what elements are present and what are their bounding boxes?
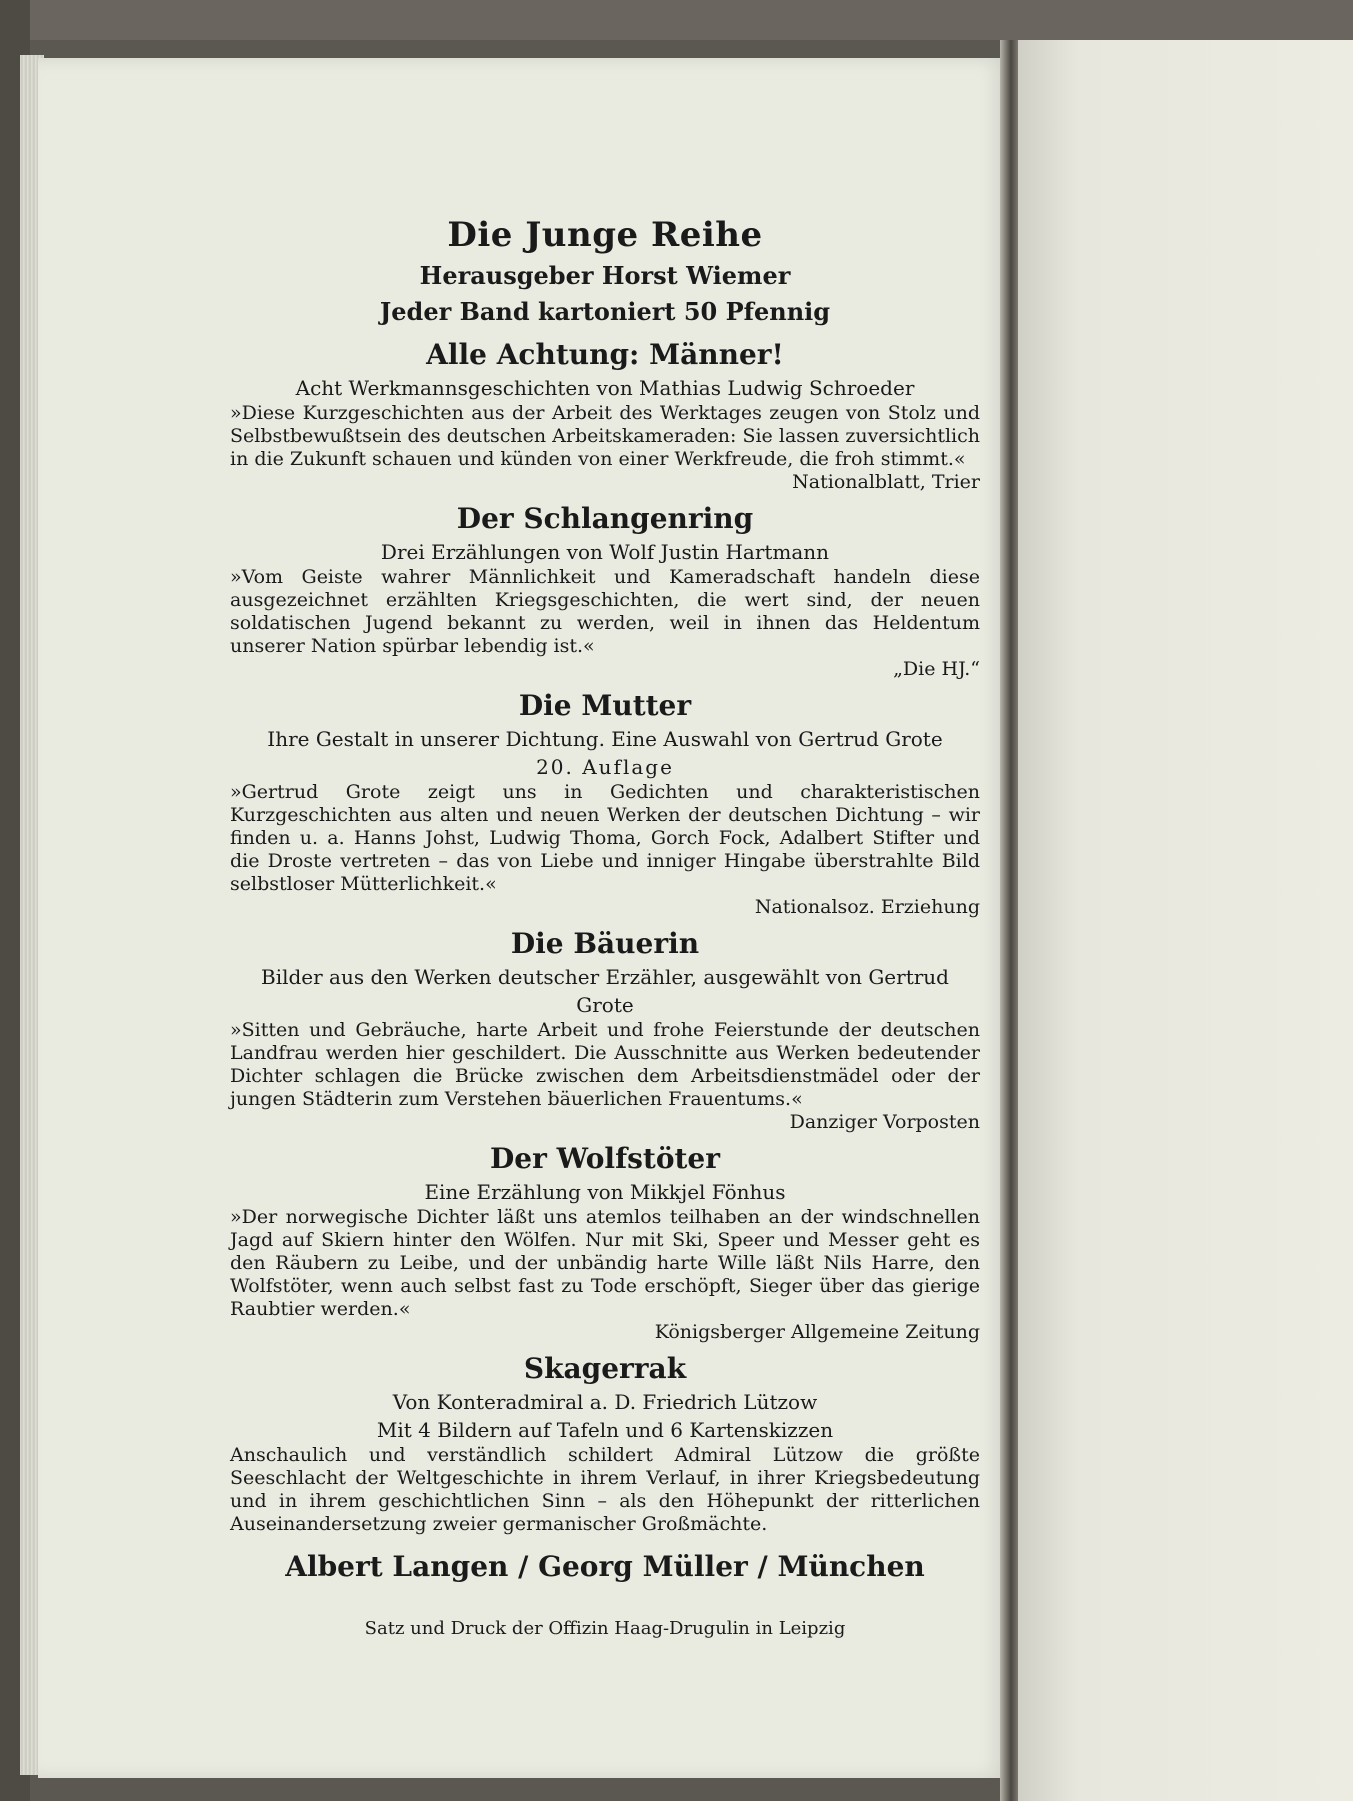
- book-title: Der Schlangenring: [456, 502, 754, 535]
- book-gutter: [1000, 40, 1020, 1801]
- book-subtitle: Eine Erzählung von Mikkjel Fönhus: [424, 1180, 786, 1204]
- right-page: [1018, 40, 1353, 1801]
- book-entry: [230, 1140, 980, 1344]
- book-entry: [230, 336, 980, 494]
- book-review-quote: »Der norwegische Dichter läßt uns atemlos teilhaben an der windschnellen Jagd auf Skiern hinter den Wölfen. Nur mit Ski, Speer und Messer geht es den Räubern zu Leibe, und der unbändig harte Wille läßt Nils Harre, den Wolfstöter, wenn auch selbst fast zu Tode erschöpft, Sieger über das gierige Raubtier werden.«: [230, 1206, 980, 1320]
- series-editor: Herausgeber Horst Wiemer: [419, 261, 791, 290]
- book-subtitle: Ihre Gestalt in unserer Dichtung. Eine Auswahl von Gertrud Grote: [267, 727, 943, 751]
- book-review-quote: »Gertrud Grote zeigt uns in Gedichten und charakteristischen Kurzgeschichten aus alten und neuen Werken der deutschen Dichtung – wir finden u. a. Hanns Johst, Ludwig Thoma, Gorch Fock, Adalbert Stifter und die Droste vertreten – das von Liebe und inniger Hingabe überstrahlte Bild selbstloser Mütterlichkeit.«: [230, 781, 980, 895]
- review-source: Königsberger Allgemeine Zeitung: [654, 1321, 980, 1343]
- series-price: Jeder Band kartoniert 50 Pfennig: [379, 297, 831, 326]
- book-entry: [230, 1350, 980, 1536]
- book-review-quote: Anschaulich und verständlich schildert Admiral Lützow die größte Seeschlacht der Weltgeschichte in ihrem Verlauf, in ihrer Kriegsbedeutung und in ihrem geschichtlichen Sinn – als den Höhepunkt der ritterlichen Auseinandersetzung zweier germanischer Großmächte.: [230, 1444, 980, 1535]
- book-edition: 20. Auflage: [536, 755, 674, 779]
- review-source: Nationalblatt, Trier: [792, 471, 980, 493]
- review-source: Nationalsoz. Erziehung: [754, 896, 980, 918]
- book-review-quote: »Diese Kurzgeschichten aus der Arbeit des Werktages zeugen von Stolz und Selbstbewußtsein des deutschen Arbeitskameraden: Sie lassen zuversichtlich in die Zukunft schauen und künden von einer Werkfreude, die froh stimmt.«: [230, 402, 980, 470]
- book-title: Die Mutter: [518, 689, 692, 722]
- book-review-quote: »Sitten und Gebräuche, harte Arbeit und frohe Feierstunde der deutschen Landfrau werden hier geschildert. Die Ausschnitte aus Werken bedeutender Dichter schlagen die Brücke zwischen dem Arbeitsdienstmädel oder der jungen Städterin zum Verstehen bäuerlichen Frauentums.«: [230, 1019, 980, 1110]
- publisher-line: Albert Langen / Georg Müller / München: [285, 1550, 925, 1583]
- book-entry: [230, 925, 980, 1134]
- printer-line: Satz und Druck der Offizin Haag-Drugulin in Leipzig: [364, 1618, 846, 1639]
- book-subtitle: Drei Erzählungen von Wolf Justin Hartmann: [380, 540, 830, 564]
- book-entry: [230, 687, 980, 919]
- book-entry: [230, 500, 980, 681]
- review-source: Danziger Vorposten: [789, 1111, 980, 1133]
- book-title: Der Wolfstöter: [490, 1142, 720, 1175]
- book-review-quote: »Vom Geiste wahrer Männlichkeit und Kameradschaft handeln diese ausgezeichnet erzählten Kriegsgeschichten, die wert sind, der neuen soldatischen Jugend bekannt zu werden, weil in ihnen das Heldentum unserer Nation spürbar lebendig ist.«: [230, 566, 980, 657]
- book-edition: Mit 4 Bildern auf Tafeln und 6 Kartenskizzen: [376, 1418, 834, 1442]
- book-subtitle: Acht Werkmannsgeschichten von Mathias Ludwig Schroeder: [295, 376, 915, 400]
- book-subtitle: Bilder aus den Werken deutscher Erzähler, ausgewählt von Gertrud Grote: [261, 965, 949, 1017]
- page-text: [230, 212, 980, 1642]
- book-subtitle: Von Konteradmiral a. D. Friedrich Lützow: [392, 1390, 818, 1414]
- book-title: Die Bäuerin: [510, 927, 700, 960]
- book-title: Alle Achtung: Männer!: [426, 338, 784, 371]
- book-title: Skagerrak: [523, 1352, 687, 1385]
- background-table-top: [0, 0, 1353, 40]
- review-source: „Die HJ.“: [893, 658, 980, 680]
- series-title: Die Junge Reihe: [447, 215, 763, 255]
